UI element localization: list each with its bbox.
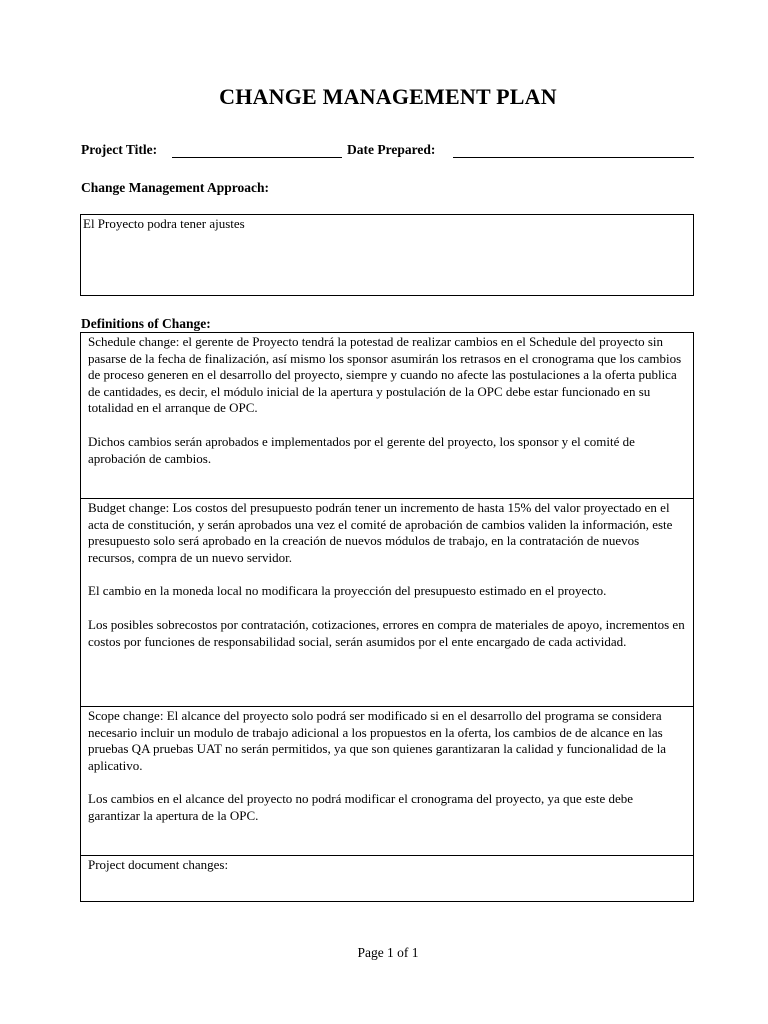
approach-text: El Proyecto podra tener ajustes [83,216,245,231]
page-number: Page 1 of 1 [357,945,419,960]
scope-change-row [81,707,694,856]
definitions-table [80,332,694,902]
scope-change-text: Scope change: El alcance del proyecto solo podrá ser modificado si en el desarrollo del programa se considera necesario incluir un modulo de trabajo adicional a los propuestos en la oferta, los cambios de de alcance en las pruebas QA pruebas UAT no serán permitidos, ya que son quienes garantizaran la calidad y funcionalidad de la aplicativo. [88,708,667,773]
date-prepared-label: Date Prepared: [347,142,436,157]
schedule-change-text: Schedule change: el gerente de Proyecto tendrá la potestad de realizar cambios en el Schedule del proyecto sin pasarse de la fecha de finalización, así mismo los sponsor asumirán los retrasos en el cronograma que los cambios de proceso generen en el desarrollo del proyecto, siempre y cuando no afecte las postulaciones a la oferta publica de cantidades, es decir, el módulo inicial de la apertura y postulación de la OPC debe estar funcionado en su totalidad en el arranque de OPC. [88,334,682,416]
budget-overrun-text: Los posibles sobrecostos por contratación, cotizaciones, errores en compra de materiales de apoyo, incrementos en costos por funciones de responsabilidad social, serán asumidos por el ente encargado de cada actividad. [88,616,685,649]
project-title-label: Project Title: [81,142,158,157]
budget-change-cell[interactable] [81,499,694,707]
budget-change-row [81,499,694,707]
project-document-text: Project document changes: [88,857,229,872]
approach-box[interactable] [80,214,694,296]
project-title-field[interactable] [172,157,342,158]
schedule-change-cell[interactable] [81,333,694,499]
schedule-change-approval-text: Dichos cambios serán aprobados e implementados por el gerente del proyecto, los sponsor y el comité de aprobación de cambios. [88,433,635,466]
schedule-change-row [81,333,694,499]
scope-change-cell[interactable] [81,707,694,856]
budget-change-text: Budget change: Los costos del presupuesto podrán tener un incremento de hasta 15% del valor proyectado en el acta de constitución, y serán aprobados una vez el comité de aprobación de cambios validen la información, este presupuesto solo será aprobado en la creación de nuevos módulos de trabajo, en la contratación de nuevos recursos, compra de un nuevo servidor. [88,500,673,565]
project-document-cell[interactable] [81,856,694,902]
budget-currency-text: El cambio en la moneda local no modificara la proyección del presupuesto estimado en el proyecto. [88,583,607,599]
document-title: CHANGE MANAGEMENT PLAN [219,84,557,109]
scope-schedule-text: Los cambios en el alcance del proyecto no podrá modificar el cronograma del proyecto, ya que este debe garantizar la apertura de la OPC. [88,791,634,823]
project-document-row [81,856,694,902]
definitions-label: Definitions of Change: [81,316,211,331]
approach-label: Change Management Approach: [81,180,270,195]
date-prepared-field[interactable] [453,157,694,158]
